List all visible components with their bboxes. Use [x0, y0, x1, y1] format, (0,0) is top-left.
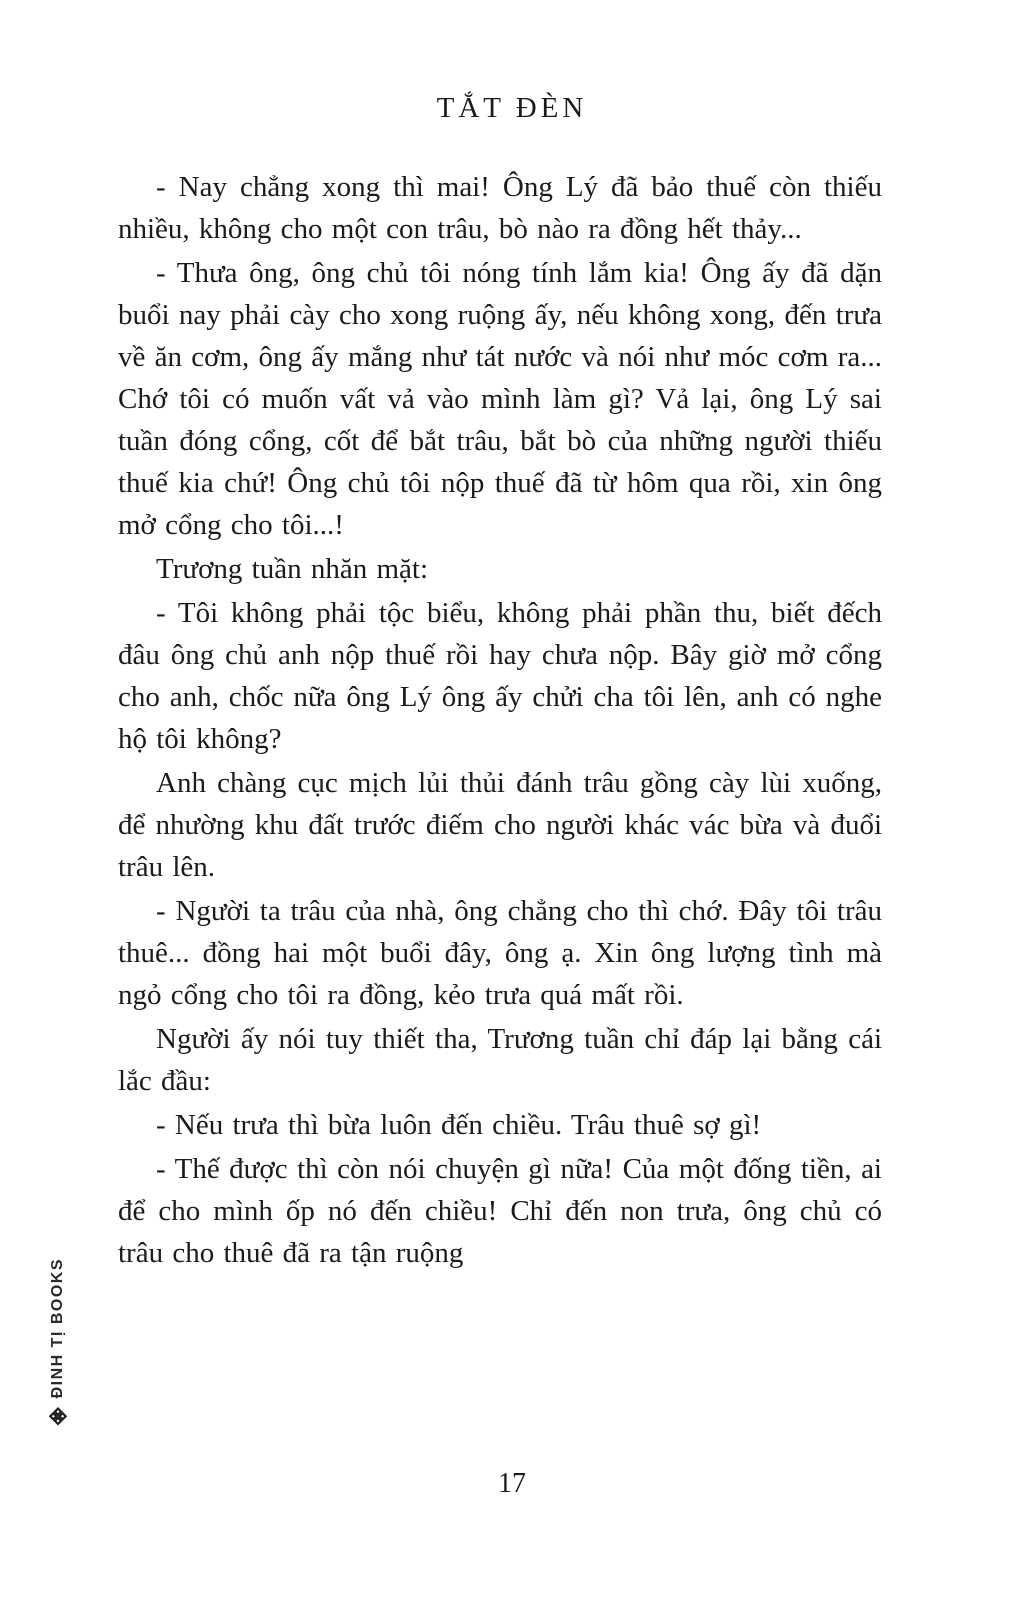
paragraph: - Nay chẳng xong thì mai! Ông Lý đã bảo thuế còn thiếu nhiều, không cho một con trâu, bò nào ra đồng hết thảy...	[118, 171, 882, 245]
paragraph: Anh chàng cục mịch lủi thủi đánh trâu gồng cày lùi xuống, để nhường khu đất trước điếm cho người khác vác bừa và đuổi trâu lên.	[118, 767, 882, 883]
paragraph: - Thế được thì còn nói chuyện gì nữa! Của một đống tiền, ai để cho mình ốp nó đến chiều! Chỉ đến non trưa, ông chủ có trâu cho thuê đã ra tận ruộng	[118, 1153, 882, 1269]
brand-name: ĐINH TỊ BOOKS	[49, 1258, 66, 1399]
paragraph: Người ấy nói tuy thiết tha, Trương tuần chỉ đáp lại bằng cái lắc đầu:	[118, 1023, 882, 1097]
body-text	[118, 166, 882, 1276]
paragraph: Trương tuần nhăn mặt:	[156, 553, 428, 585]
paragraph: - Thưa ông, ông chủ tôi nóng tính lắm kia! Ông ấy đã dặn buổi nay phải cày cho xong ruộng ấy, nếu không xong, đến trưa về ăn cơm, ông ấy mắng như tát nước và nói như móc cơm ra... Chớ tôi có muốn vất vả vào mình làm gì? Vả lại, ông Lý sai tuần đóng cổng, cốt để bắt trâu, bắt bò của những người thiếu thuế kia chứ! Ông chủ tôi nộp thuế đã từ hôm qua rồi, xin ông mở cổng cho tôi...!	[118, 257, 882, 541]
publisher-brand	[34, 1258, 82, 1428]
paragraph: - Người ta trâu của nhà, ông chẳng cho thì chớ. Đây tôi trâu thuê... đồng hai một buổi đây, ông ạ. Xin ông lượng tình mà ngỏ cổng cho tôi ra đồng, kẻo trưa quá mất rồi.	[118, 895, 882, 1011]
paragraph: - Tôi không phải tộc biểu, không phải phần thu, biết đếch đâu ông chủ anh nộp thuế rồi hay chưa nộp. Bây giờ mở cổng cho anh, chốc nữa ông Lý ông ấy chửi cha tôi lên, anh có nghe hộ tôi không?	[118, 597, 882, 755]
paragraph: - Nếu trưa thì bừa luôn đến chiều. Trâu thuê sợ gì!	[156, 1109, 762, 1141]
page-number: 17	[498, 1468, 526, 1499]
diamond-logo-icon	[37, 1406, 79, 1428]
page-title: TẮT ĐÈN	[436, 92, 588, 124]
